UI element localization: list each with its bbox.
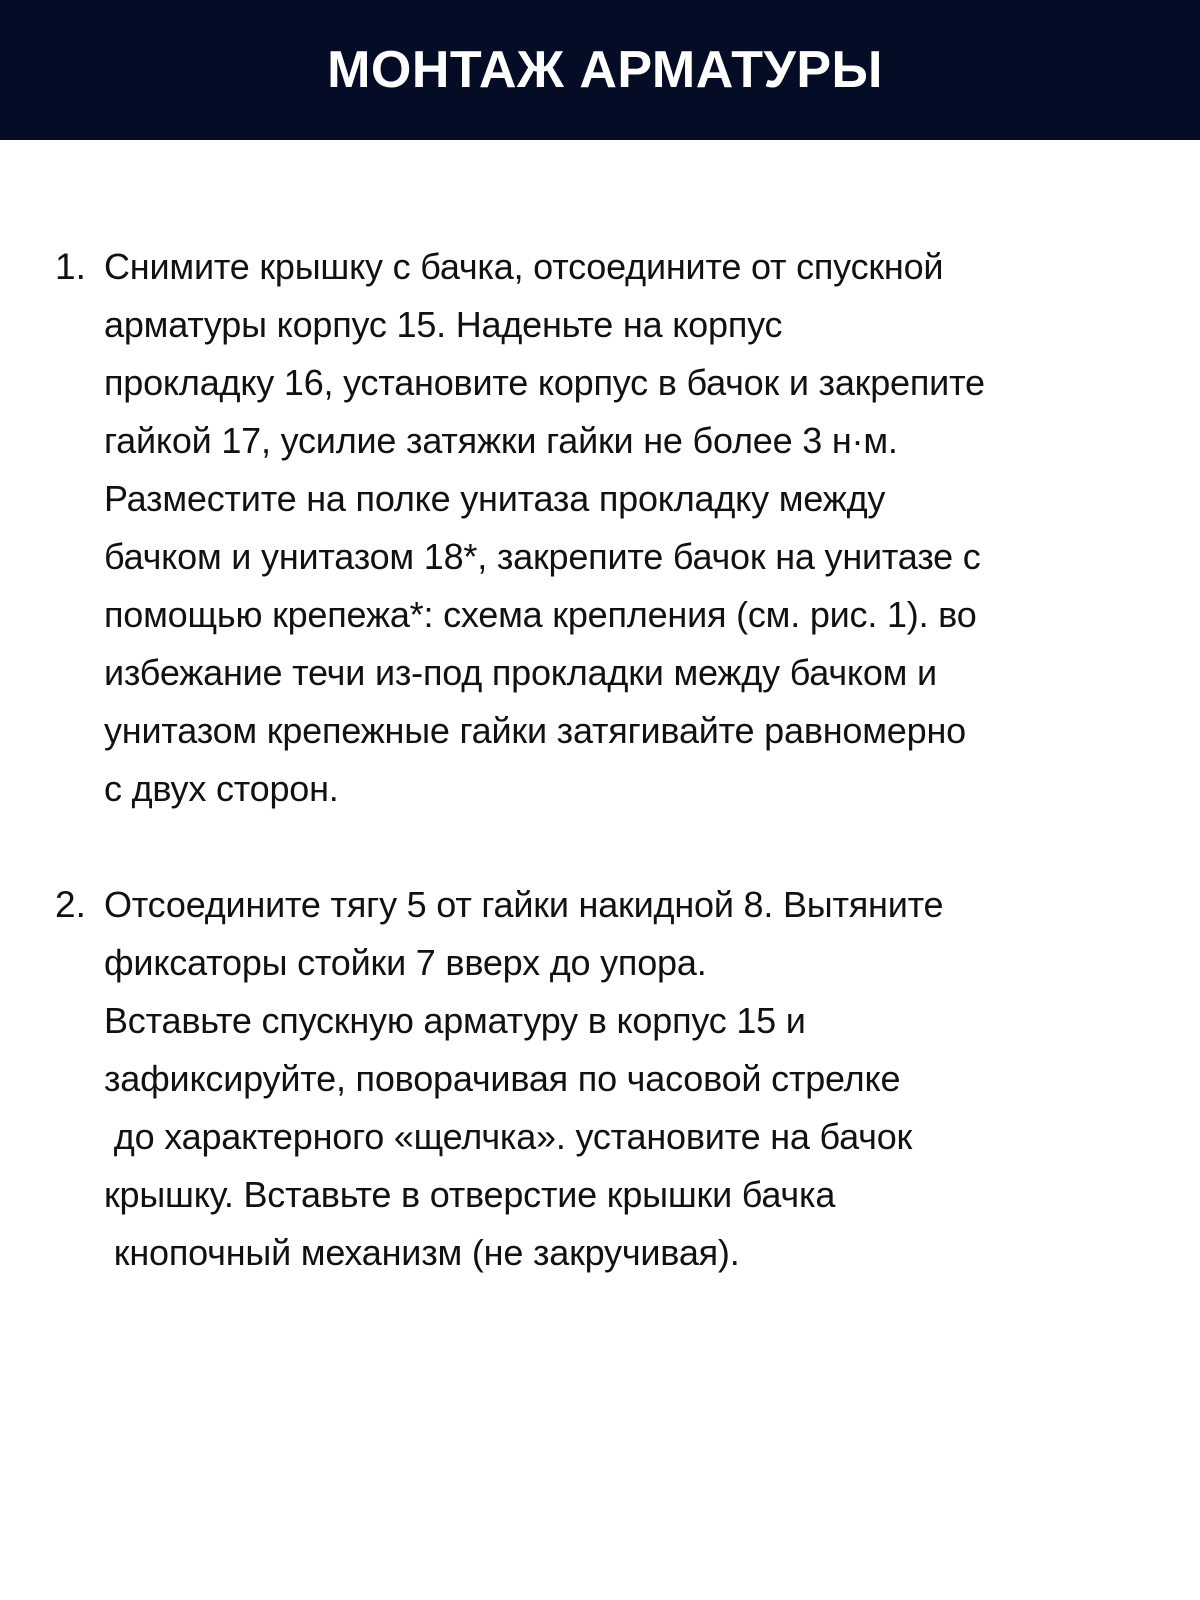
- page-title: МОНТАЖ АРМАТУРЫ: [327, 41, 883, 99]
- step-text-line: кнопочный механизм (не закручивая).: [104, 1232, 740, 1273]
- instruction-list: [0, 238, 1200, 1282]
- step-text-line: избежание течи из-под прокладки между бачком и: [104, 652, 937, 693]
- instruction-step-1: [0, 238, 1200, 818]
- step-text: [104, 876, 1170, 1282]
- step-text-line: бачком и унитазом 18*, закрепите бачок на унитазе с: [104, 536, 981, 577]
- step-text-line: Разместите на полке унитаза прокладку между: [104, 478, 886, 519]
- header-bar: [0, 0, 1200, 140]
- step-text-line: Отсоедините тягу 5 от гайки накидной 8. Вытяните: [104, 884, 944, 925]
- step-number: 2.: [55, 884, 86, 925]
- step-text-line: фиксаторы стойки 7 вверх до упора.: [104, 942, 707, 983]
- step-text-line: Снимите крышку с бачка, отсоедините от спускной: [104, 246, 944, 287]
- instruction-step-2: [0, 876, 1200, 1282]
- step-text: [104, 238, 1170, 818]
- step-text-line: Вставьте спускную арматуру в корпус 15 и: [104, 1000, 806, 1041]
- step-text-line: крышку. Вставьте в отверстие крышки бачка: [104, 1174, 836, 1215]
- step-text-line: с двух сторон.: [104, 768, 339, 809]
- step-number: 1.: [55, 246, 86, 287]
- step-text-line: помощью крепежа*: схема крепления (см. рис. 1). во: [104, 594, 977, 635]
- step-text-line: гайкой 17, усилие затяжки гайки не более 3 н·м.: [104, 420, 898, 461]
- step-text-line: прокладку 16, установите корпус в бачок и закрепите: [104, 362, 985, 403]
- step-text-line: до характерного «щелчка». установите на бачок: [104, 1116, 913, 1157]
- step-text-line: унитазом крепежные гайки затягивайте равномерно: [104, 710, 966, 751]
- step-text-line: зафиксируйте, поворачивая по часовой стрелке: [104, 1058, 901, 1099]
- step-text-line: арматуры корпус 15. Наденьте на корпус: [104, 304, 783, 345]
